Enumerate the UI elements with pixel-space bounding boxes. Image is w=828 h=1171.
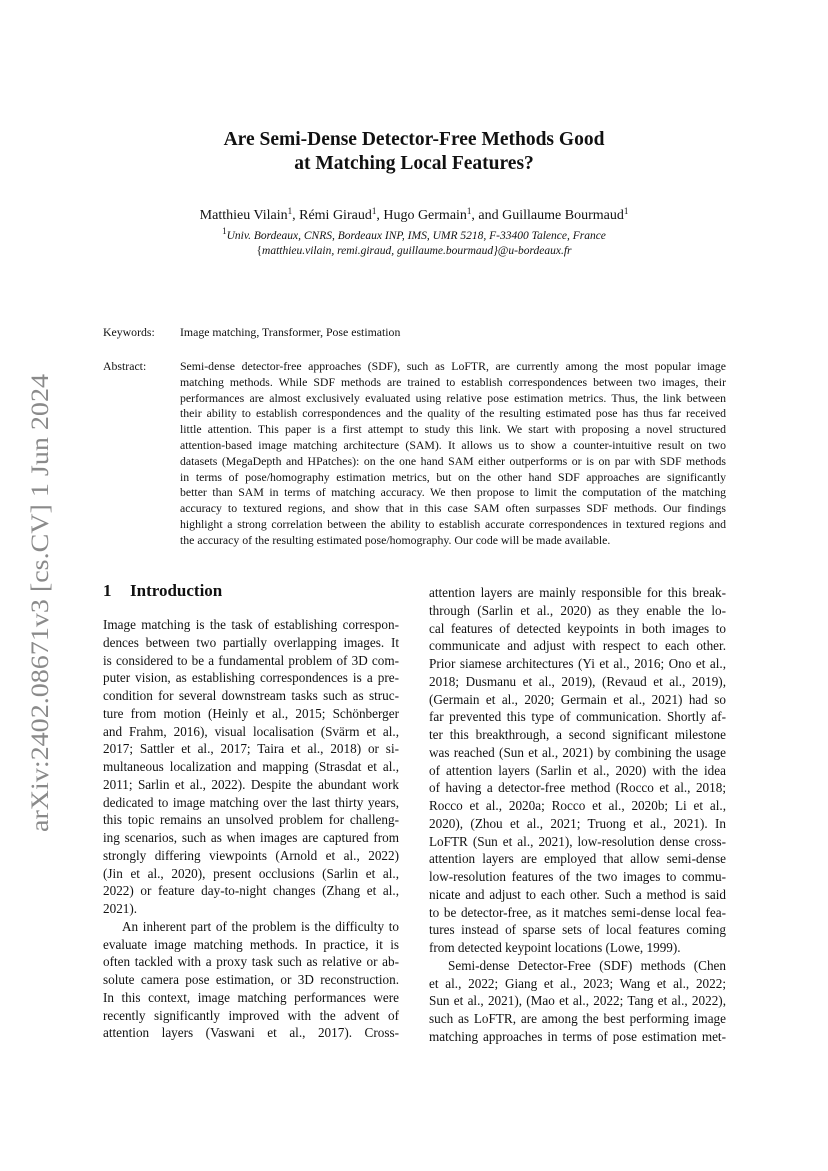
body-line: low-resolution features of the two images to commu- — [429, 869, 726, 884]
body-line: Semi-dense Detector-Free (SDF) methods (Chen — [448, 957, 726, 973]
abstract-line: matching methods. While SDF methods are trained to establish correspondences between two images, their — [180, 374, 726, 389]
body-line: An inherent part of the problem is the difficulty to — [122, 918, 399, 934]
body-line: cal features of detected keypoints in both images to — [429, 620, 726, 636]
body-line: of having a detector-free method (Rocco et al., 2018; — [429, 780, 726, 796]
body-line: often tackled with a proxy task such as relative or ab- — [103, 954, 399, 970]
paper-title-line-1: Are Semi-Dense Detector-Free Methods Good — [223, 129, 605, 150]
body-line: 2020), (Zhou et al., 2021; Truong et al., 2021). In — [429, 815, 726, 831]
body-line: of attention layers (Sarlin et al., 2020) with the idea — [429, 762, 726, 778]
body-line: multaneous localization and mapping (Strasdat et al., — [103, 759, 399, 774]
body-line: In this context, image matching performances were — [103, 989, 399, 1005]
body-line: LoFTR (Sun et al., 2021), low-resolution dense cross- — [429, 833, 726, 849]
abstract-line: datasets (MegaDepth and HPatches): on the one hand SAM either outperforms or is on par with SDF methods — [180, 453, 726, 468]
body-line: dences between two partially overlapping images. It — [103, 634, 399, 650]
body-line: strongly differing viewpoints (Arnold et al., 2022) — [103, 847, 399, 863]
body-line: communicate and adjust with respect to each other. — [429, 638, 726, 654]
author-name: Rémi Giraud — [299, 208, 372, 223]
body-line: through (Sarlin et al., 2020) as they enable the lo- — [429, 602, 726, 618]
body-line: nicate and adjust to each other. Such a method is said — [429, 886, 726, 902]
body-line: Sun et al., 2021), (Mao et al., 2022; Tang et al., 2022), — [429, 993, 726, 1009]
author-name: Guillaume Bourmaud — [502, 208, 624, 223]
body-line: to be detector-free, as it matches semi-dense local fea- — [429, 904, 726, 920]
abstract-line: better than SAM in terms of matching accuracy. We then propose to limit the computation of the matching — [180, 485, 726, 500]
body-line: such as LoFTR, are among the best performing image — [429, 1011, 726, 1026]
arxiv-identifier: arXiv:2402.08671v3 [cs.CV] 1 Jun 2024 — [27, 423, 54, 832]
body-line: puter vision, as establishing correspondences is a pre- — [103, 670, 399, 686]
body-line: attention layers are mainly responsible for this break- — [429, 585, 726, 600]
body-line: 2021). — [103, 901, 138, 916]
body-line: condition for several downstream tasks such as struc- — [103, 688, 399, 703]
abstract-line: attention-based image matching architecture (SAM). It allows us to show a counter-intuitive result on two — [180, 438, 726, 452]
body-line: was reached (Sun et al., 2021) by combining the usage — [429, 744, 726, 760]
body-line: evaluate image matching methods. In practice, it is — [103, 936, 399, 952]
section-number: 1 — [103, 581, 112, 600]
abstract-line: Semi-dense detector-free approaches (SDF), such as LoFTR, are currently among the most popular image — [180, 359, 726, 373]
body-line: et al., 2022; Giang et al., 2023; Wang et al., 2022; — [429, 975, 726, 991]
keywords-label: Keywords: — [103, 325, 155, 339]
keywords-value: Image matching, Transformer, Pose estimation — [180, 325, 401, 339]
arxiv-stamp-svg — [20, 372, 56, 832]
body-line: 2018; Dusmanu et al., 2019), (Revaud et al., 2019), — [429, 673, 726, 689]
affiliation-line: $^1$Univ. Bordeaux, CNRS, Bordeaux INP, IMS, UMR 5218, F-33400 Talence, France — [222, 226, 606, 242]
arxiv-side-stamp — [20, 372, 56, 832]
paper-title-line-2: at Matching Local Features? — [294, 153, 534, 174]
abstract-line: accuracy to textured regions, and show that in this case SAM often surpasses SDF methods. Our findings — [180, 501, 726, 516]
abstract-line: little attention. This paper is a first attempt to study this link. We start with proposing a novel structured — [180, 422, 726, 437]
body-line: from detected keypoint locations (Lowe, 1999). — [429, 940, 681, 955]
author-list: Matthieu Vilain$^1$, Rémi Giraud$^1$, Hugo Germain$^1$, and Guillaume Bourmaud$^1$ — [199, 206, 629, 223]
body-line: 2011; Sarlin et al., 2022). Despite the abundant work — [103, 776, 399, 792]
abstract-label: Abstract: — [103, 359, 147, 373]
body-line: far prevented this type of communication. Shortly af- — [429, 709, 726, 725]
section-title: Introduction — [130, 581, 223, 600]
body-line: Rocco et al., 2020a; Rocco et al., 2020b; Li et al., — [429, 798, 726, 813]
body-line: Image matching is the task of establishing correspon- — [103, 617, 399, 632]
abstract-line: performances are almost exclusively evaluated using relative pose estimation metrics. Thus, the link between — [180, 390, 726, 405]
body-line: tures instead of sparse sets of local features coming — [429, 922, 726, 938]
body-line: dedicated to image matching over the last thirty years, — [103, 794, 399, 810]
body-line: recently significantly improved with the advent of — [103, 1007, 399, 1023]
body-line: ing scenarios, such as when images are captured from — [103, 830, 399, 845]
abstract-line: in terms of pose/homography estimation metrics, but on the other hand SDF approaches are significantly — [180, 469, 726, 484]
body-line: ter this breakthrough, a second significant milestone — [429, 727, 726, 742]
author-name: Hugo Germain — [383, 208, 467, 223]
body-line: this topic remains an unsolved problem for challeng- — [103, 812, 399, 828]
body-line: matching approaches in terms of pose estimation met- — [429, 1028, 726, 1044]
body-line: ture from motion (Heinly et al., 2015; Schönberger — [103, 705, 399, 721]
body-line: 2022) or feature day-to-night changes (Zhang et al., — [103, 883, 399, 899]
body-line: attention layers (Vaswani et al., 2017). Cross- — [103, 1025, 399, 1041]
body-line: (Jin et al., 2020), present occlusions (Sarlin et al., — [103, 865, 399, 881]
abstract-line: the accuracy of the resulting estimated pose/homography. Our code will be made available. — [180, 532, 611, 547]
affiliation-emails: {matthieu.vilain, remi.giraud, guillaume.bourmaud}@u-bordeaux.fr — [256, 245, 572, 257]
body-line: is considered to be a fundamental problem of 3D com- — [103, 652, 399, 668]
body-line: attention layers are employed that allow semi-dense — [429, 851, 726, 867]
body-line: Prior siamese architectures (Yi et al., 2016; Ono et al., — [429, 656, 726, 671]
author-name: Matthieu Vilain — [199, 208, 288, 223]
abstract-line: their ability to establish correspondences and the quality of the resulting estimated pose has thus far received — [180, 406, 726, 421]
email-link[interactable]: matthieu.vilain, remi.giraud, guillaume.bourmaud — [262, 245, 494, 257]
body-line: solute camera pose estimation, or 3D reconstruction. — [103, 972, 399, 987]
body-line: 2017; Sattler et al., 2017; Taira et al., 2018) or si- — [103, 741, 399, 757]
body-line: and Frahm, 2016), visual localisation (Svärm et al., — [103, 723, 399, 739]
body-line: (Germain et al., 2020; Germain et al., 2021) had so — [429, 691, 726, 707]
abstract-line: highlight a strong correlation between the ability to establish accurate correspondences in textured regions and — [180, 517, 726, 531]
